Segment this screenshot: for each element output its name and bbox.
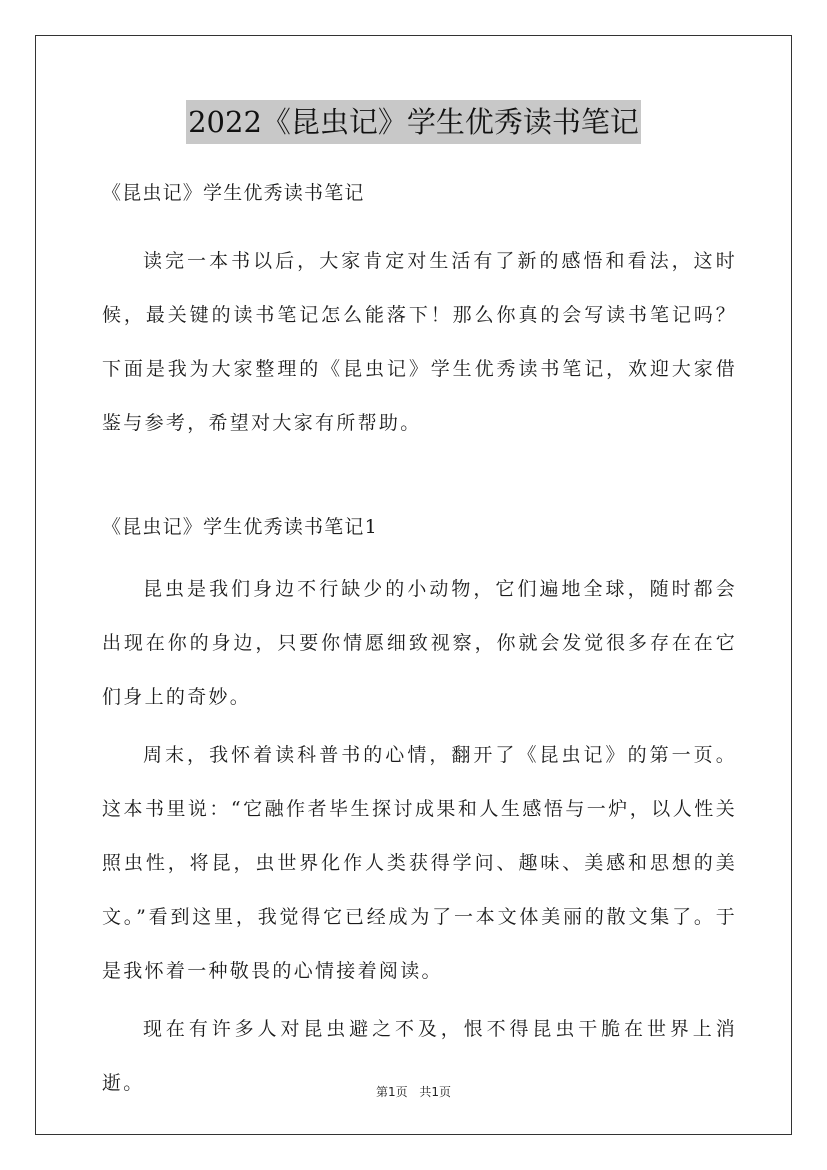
page-number: 第1页 [375, 1085, 408, 1099]
subtitle: 《昆虫记》学生优秀读书笔记 [102, 182, 365, 204]
document-body [102, 174, 737, 1110]
page-total: 共1页 [419, 1085, 452, 1099]
intro-paragraph: 读完一本书以后，大家肯定对生活有了新的感悟和看法，这时候，最关键的读书笔记怎么能落下！那么你真的会写读书笔记吗？下面是我为大家整理的《昆虫记》学生优秀读书笔记，欢迎大家借鉴与参考，希望对大家有所帮助。 [102, 250, 737, 434]
page-footer [0, 1083, 827, 1100]
title-container [0, 100, 827, 144]
body-paragraph: 昆虫是我们身边不行缺少的小动物，它们遍地全球，随时都会出现在你的身边，只要你情愿细致视察，你就会发觉很多存在在它们身上的奇妙。 [102, 578, 737, 708]
document-title: 2022《昆虫记》学生优秀读书笔记 [186, 100, 641, 144]
section-heading: 《昆虫记》学生优秀读书笔记1 [102, 516, 378, 538]
body-paragraph: 现在有许多人对昆虫避之不及，恨不得昆虫干脆在世界上消逝。 [102, 1018, 737, 1094]
body-paragraph: 周末，我怀着读科普书的心情，翻开了《昆虫记》的第一页。这本书里说：“它融作者毕生探讨成果和人生感悟与一炉，以人性关照虫性，将昆，虫世界化作人类获得学问、趣味、美感和思想的美文。”看到这里，我觉得它已经成为了一本文体美丽的散文集了。于是我怀着一种敬畏的心情接着阅读。 [102, 744, 737, 982]
